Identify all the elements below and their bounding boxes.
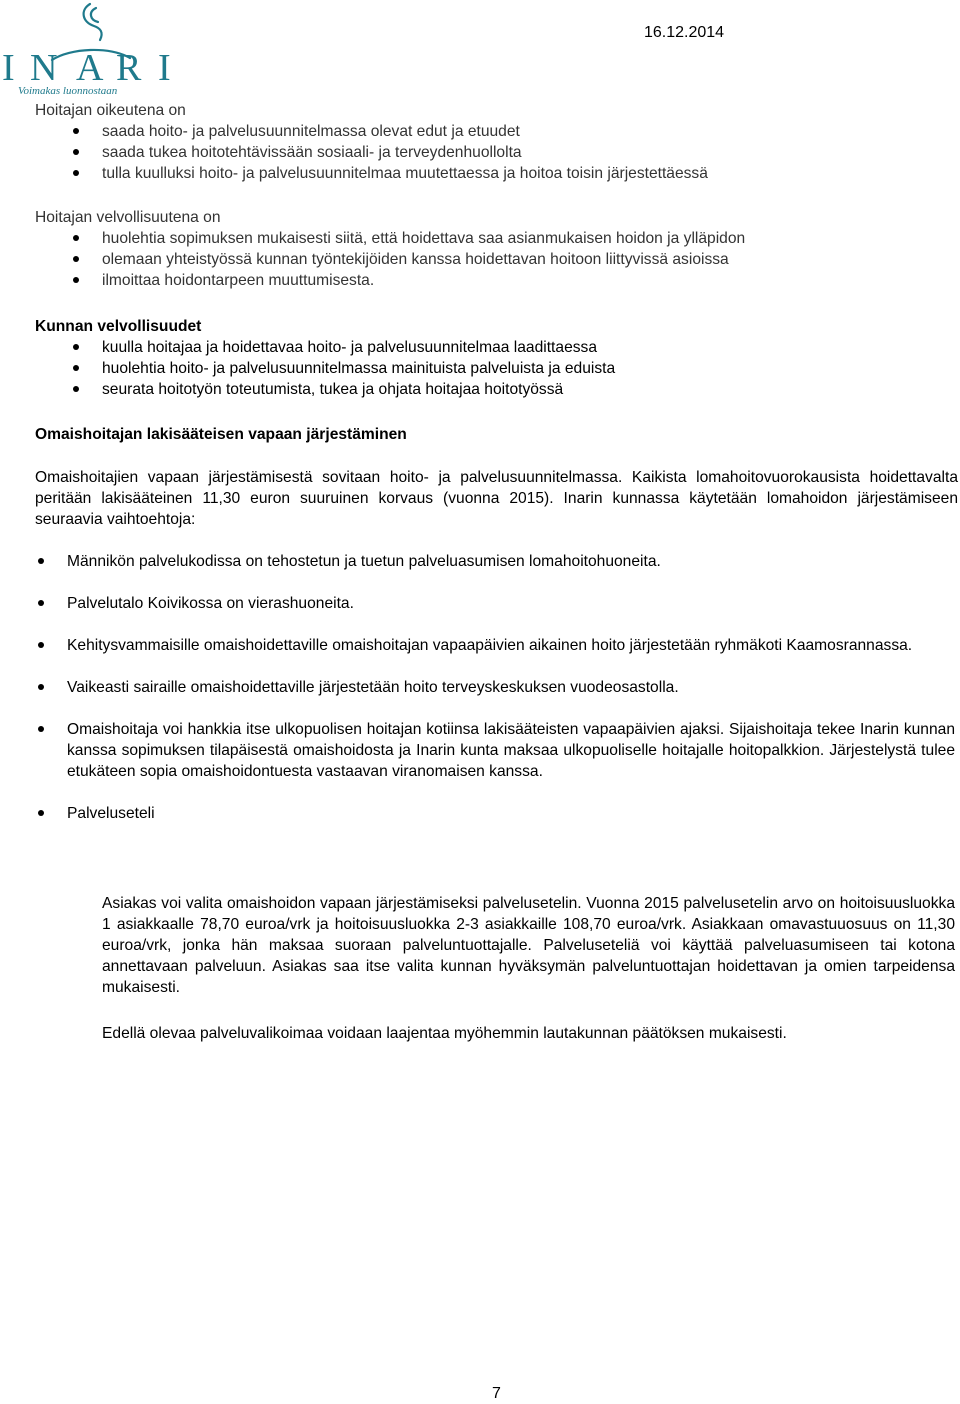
section-heading: Hoitajan velvollisuutena on — [35, 209, 221, 226]
list-item: tulla kuulluksi hoito- ja palvelusuunnitelmaa muutettaessa ja hoitoa toisin järjestettäessä — [35, 163, 708, 184]
option-item: Omaishoitaja voi hankkia itse ulkopuolisen hoitajan kotiinsa lakisääteisten vapaapäivien ajaksi. Sijaishoitaja tekee Inarin kunnan kanssa sopimuksen tilapäisestä omaishoidosta ja Inarin kunta maksaa ulkopuoliselle hoitajalle hoitopalkkion. Järjestelystä tulee etukäteen sopia omaishoidontuesta vastaavan viranomaisen kanssa. — [0, 719, 960, 782]
section-velvollisuudet-hoitaja — [35, 207, 745, 291]
lomahoito-options — [0, 551, 960, 824]
logo-tagline: Voimakas luonnostaan — [18, 85, 118, 96]
section-kunnan-velvollisuudet — [35, 316, 615, 400]
page-number: 7 — [492, 1385, 501, 1402]
list-item: huolehtia hoito- ja palvelusuunnitelmassa mainituista palveluista ja eduista — [35, 358, 615, 379]
bullet-list — [35, 337, 615, 400]
option-item: Vaikeasti sairaille omaishoidettaville järjestetään hoito terveyskeskuksen vuodeosastolla. — [0, 677, 960, 698]
option-item: Kehitysvammaisille omaishoidettaville omaishoitajan vapaapäivien aikainen hoito järjestetään ryhmäkoti Kaamosrannassa. — [0, 635, 960, 656]
option-item: Palvelutalo Koivikossa on vierashuoneita. — [0, 593, 960, 614]
bullet-list — [35, 228, 745, 291]
logo-letter-r: R — [116, 47, 142, 89]
list-item: ilmoittaa hoidontarpeen muuttumisesta. — [35, 270, 745, 291]
section-heading: Kunnan velvollisuudet — [35, 318, 202, 335]
list-item: seurata hoitotyön toteutumista, tukea ja ohjata hoitajaa hoitotyössä — [35, 379, 615, 400]
option-item: Palveluseteli — [0, 803, 960, 824]
list-item: huolehtia sopimuksen mukaisesti siitä, että hoidettava saa asianmukaisen hoidon ja ylläpidon — [35, 228, 745, 249]
document-date: 16.12.2014 — [644, 24, 725, 41]
palveluseteli-paragraph: Asiakas voi valita omaishoidon vapaan järjestämiseksi palvelusetelin. Vuonna 2015 palvelusetelin arvo on hoitoisuusluokka 1 asiakkaalle 78,70 euroa/vrk ja hoitoisuusluokka 2-3 asiakkaille 108,70 euroa/vrk. Asiakkaan omavastuuosuus on 11,30 euroa/vrk, jonka hän maksaa suoraan palveluntuottajalle. Palveluseteliä voi käyttää palveluasumiseen tai kotona annettavaan palveluun. Asiakas saa itse valita kunnan hyväksymän palveluntuottajan hoidettavan ja omien tarpeidensa mukaisesti. — [102, 895, 955, 996]
list-item: saada hoito- ja palvelusuunnitelmassa olevat edut ja etuudet — [35, 121, 708, 142]
logo-letter-a: A — [76, 47, 104, 89]
option-item: Männikön palvelukodissa on tehostetun ja tuetun palveluasumisen lomahoitohuoneita. — [0, 551, 960, 572]
section-heading: Hoitajan oikeutena on — [35, 102, 186, 119]
intro-paragraph: Omaishoitajien vapaan järjestämisestä sovitaan hoito- ja palvelusuunnitelmassa. Kaikista lomahoitovuorokausista hoidettavalta peritään lakisääteinen 11,30 euron suuruinen korvaus (vuonna 2015). Inarin kunnassa käytetään lomahoidon järjestämiseen seuraavia vaihtoehtoja: — [35, 469, 958, 528]
list-item: kuulla hoitajaa ja hoidettavaa hoito- ja palvelusuunnitelmaa laadittaessa — [35, 337, 615, 358]
list-item: olemaan yhteistyössä kunnan työntekijöiden kanssa hoidettavan hoitoon liittyvissä asioissa — [35, 249, 745, 270]
logo-letter-i2: I — [158, 47, 171, 89]
section-oikeudet — [35, 100, 708, 184]
closing-paragraph: Edellä olevaa palveluvalikoimaa voidaan laajentaa myöhemmin lautakunnan päätöksen mukaisesti. — [102, 1025, 787, 1042]
logo-letter-i: I — [2, 47, 15, 89]
inari-logo — [0, 0, 180, 96]
section-heading-vapaa: Omaishoitajan lakisääteisen vapaan järjestäminen — [35, 426, 407, 443]
bullet-list — [35, 121, 708, 184]
list-item: saada tukea hoitotehtävissään sosiaali- ja terveydenhuollolta — [35, 142, 708, 163]
logo-letter-n: N — [30, 47, 58, 89]
